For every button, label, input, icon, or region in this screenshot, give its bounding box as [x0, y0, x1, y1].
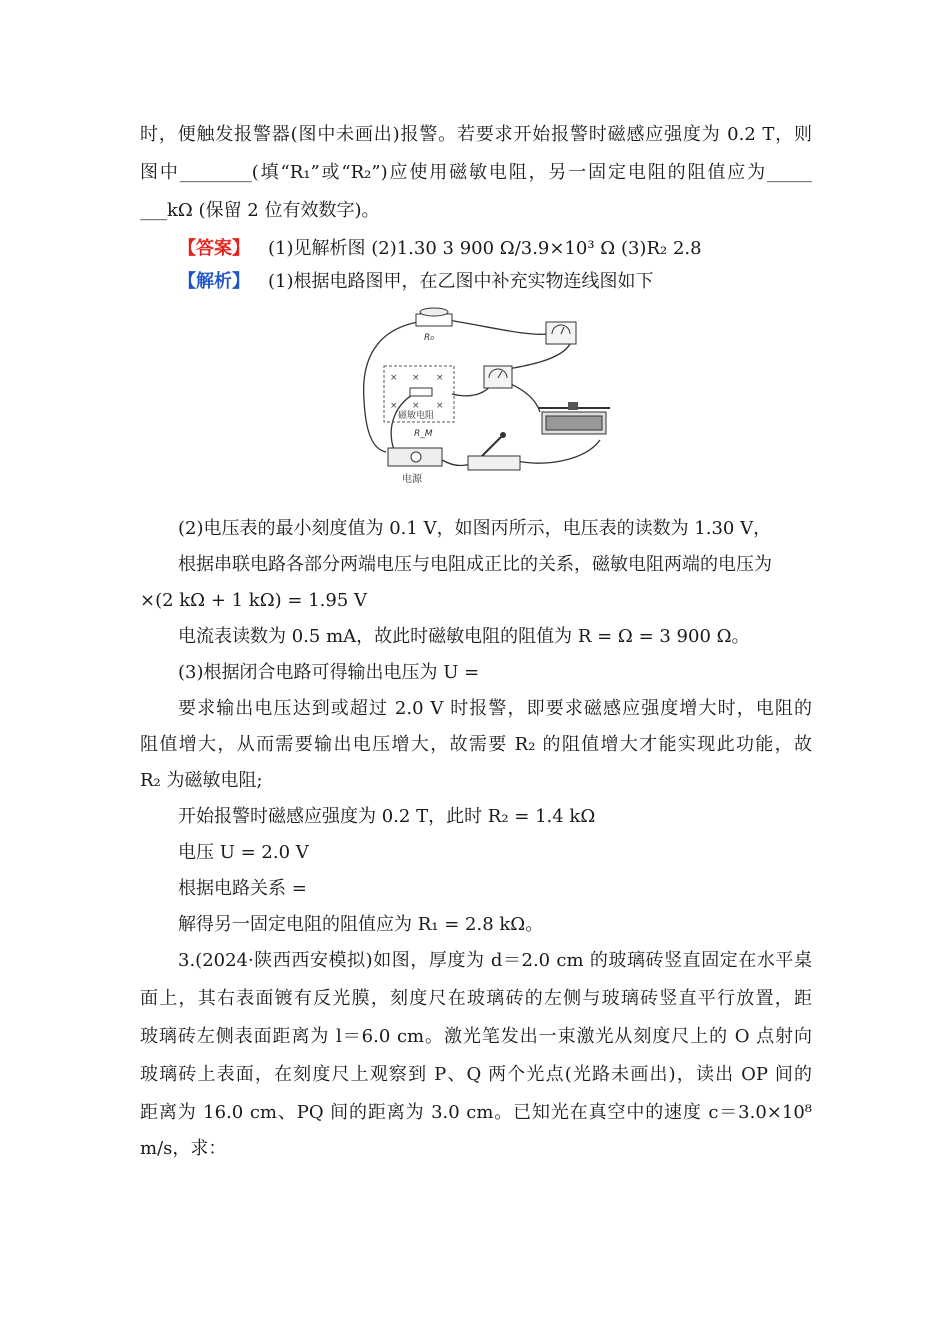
question-line-2: 图中________(填“R₁”或“R₂”)应使用磁敏电阻，另一固定电阻的阻值应为_____: [140, 162, 812, 183]
switch-icon: [468, 432, 520, 470]
q3-line-5: 距离为 16.0 cm、PQ 间的距离为 3.0 cm。已知光在真空中的速度 c＝3.0×10⁸: [140, 1102, 812, 1123]
battery-icon: [388, 448, 442, 466]
question-line-1: 时，便触发报警器(图中未画出)报警。若要求开始报警时磁感应强度为 0.2 T，则: [140, 124, 812, 145]
body-p11: 根据电路关系 =: [178, 878, 307, 899]
voltmeter-icon: [546, 322, 576, 344]
r0-resistor: [416, 308, 452, 326]
ammeter-icon: [484, 366, 512, 388]
body-p10: 电压 U = 2.0 V: [178, 842, 309, 863]
body-p5: (3)根据闭合电路可得输出电压为 U =: [178, 662, 480, 683]
circuit-figure: [356, 300, 630, 490]
svg-text:×: ×: [412, 373, 420, 383]
q3-line-2: 面上，其右表面镀有反光膜，刻度尺在玻璃砖的左侧与玻璃砖竖直平行放置，距: [140, 988, 812, 1009]
body-p3: ×(2 kΩ + 1 kΩ) = 1.95 V: [140, 590, 367, 611]
svg-text:×: ×: [436, 401, 444, 411]
analysis-tag: 【解析】: [178, 271, 250, 292]
magnet-resistor-label: 磁敏电阻: [398, 411, 435, 421]
body-p8: R₂ 为磁敏电阻;: [140, 770, 263, 791]
r0-label: R₀: [424, 333, 434, 343]
q3-line-1: 3.(2024·陕西西安模拟)如图，厚度为 d＝2.0 cm 的玻璃砖竖直固定在水平桌: [178, 950, 812, 971]
q3-line-4: 玻璃砖上表面，在刻度尺上观察到 P、Q 两个光点(光路未画出)，读出 OP 间的: [140, 1064, 812, 1085]
svg-text:×: ×: [412, 401, 420, 411]
analysis-line: [178, 268, 812, 296]
question-line-3: ___kΩ (保留 2 位有效数字)。: [140, 200, 380, 221]
rm-label: R_M: [414, 429, 433, 439]
body-p4: 电流表读数为 0.5 mA，故此时磁敏电阻的阻值为 R = Ω = 3 900 Ω。: [178, 626, 750, 647]
body-p2: 根据串联电路各部分两端电压与电阻成正比的关系，磁敏电阻两端的电压为: [178, 554, 772, 575]
source-label: 电源: [402, 474, 422, 485]
wire: [448, 320, 548, 334]
q3-line-3: 玻璃砖左侧表面距离为 l＝6.0 cm。激光笔发出一束激光从刻度尺上的 O 点射向: [140, 1026, 812, 1047]
svg-text:×: ×: [436, 373, 444, 383]
svg-text:×: ×: [390, 401, 398, 411]
magnetoresistor: [410, 388, 432, 396]
body-p7: 阻值增大，从而需要输出电压增大，故需要 R₂ 的阻值增大才能实现此功能，故: [140, 734, 812, 755]
q3-line-6: m/s，求：: [140, 1138, 227, 1159]
rheostat-icon: [538, 402, 610, 434]
body-p6: 要求输出电压达到或超过 2.0 V 时报警，即要求磁感应强度增大时，电阻的: [178, 698, 812, 719]
answer-tag: 【答案】: [178, 238, 250, 259]
answer-text: (1)见解析图 (2)1.30 3 900 Ω/3.9×10³ Ω (3)R₂ 2.8: [268, 238, 702, 259]
analysis-text: (1)根据电路图甲，在乙图中补充实物连线图如下: [268, 271, 654, 292]
wire: [512, 440, 600, 463]
body-p12: 解得另一固定电阻的阻值应为 R₁ = 2.8 kΩ。: [178, 914, 544, 935]
svg-text:×: ×: [390, 373, 398, 383]
body-p9: 开始报警时磁感应强度为 0.2 T，此时 R₂ = 1.4 kΩ: [178, 806, 596, 827]
body-p1: (2)电压表的最小刻度值为 0.1 V，如图丙所示，电压表的读数为 1.30 V，: [178, 518, 772, 539]
answer-line: [178, 235, 812, 263]
